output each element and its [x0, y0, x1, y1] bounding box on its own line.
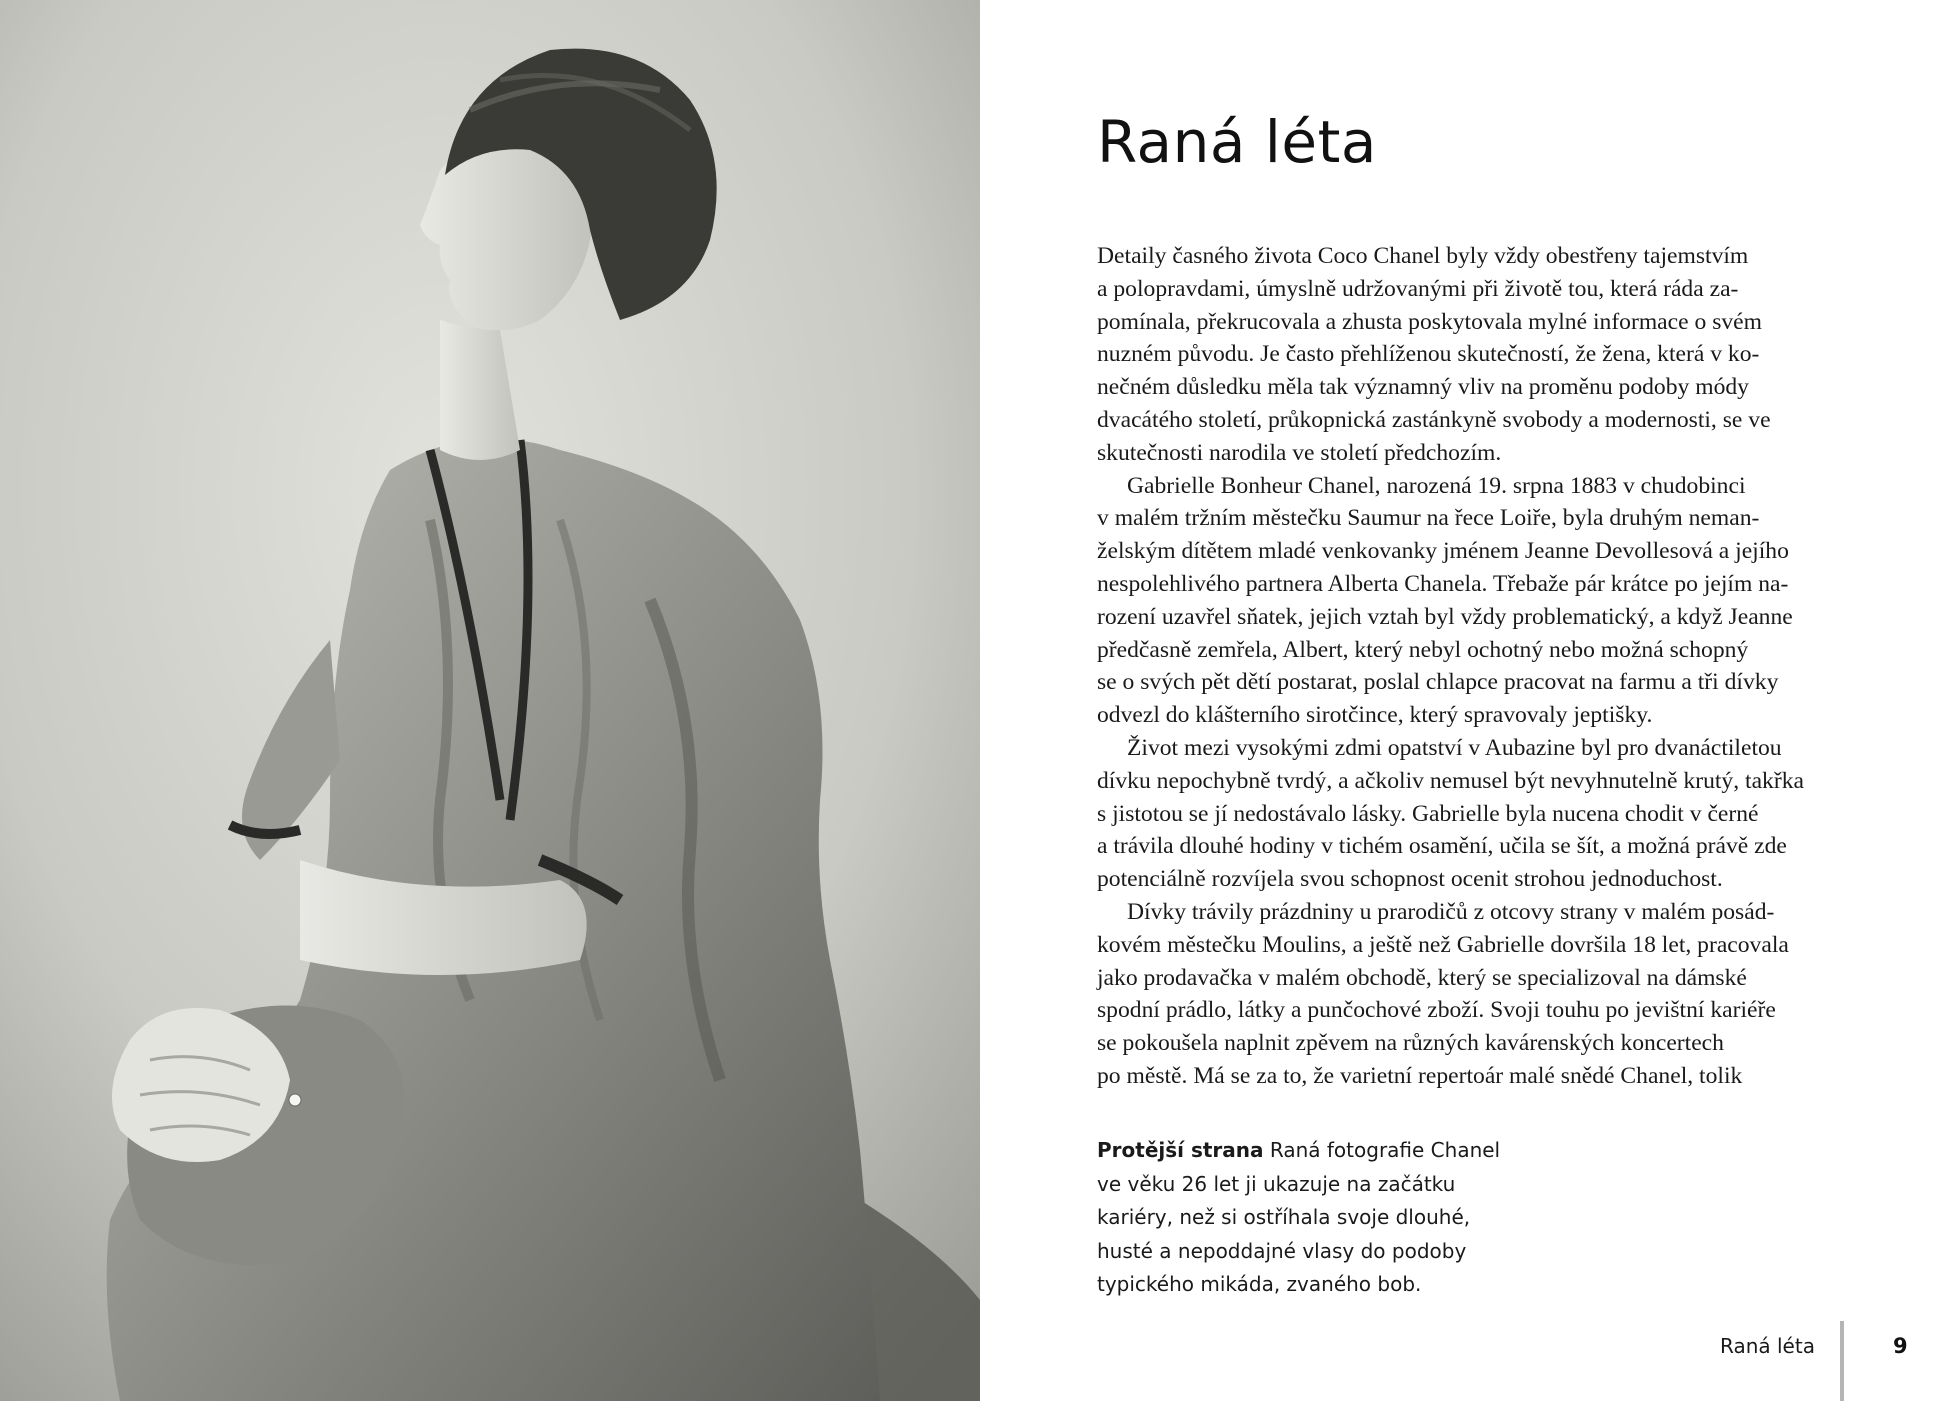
body-text-line: dvacátého století, průkopnická zastánkyně svobody a modernosti, se ve [1097, 406, 1771, 433]
caption-line: typického mikáda, zvaného bob. [1097, 1272, 1422, 1296]
body-text-line: s jistotou se jí nedostávalo lásky. Gabrielle byla nucena chodit v černé [1097, 800, 1759, 827]
chapter-title: Raná léta [1097, 108, 1377, 176]
body-text [1097, 240, 1857, 1093]
body-text-line: a polopravdami, úmyslně udržovanými při životě tou, která ráda za- [1097, 275, 1739, 302]
caption-line-text: Raná fotografie Chanel [1263, 1138, 1501, 1162]
body-text-line: předčasně zemřela, Albert, který nebyl ochotný nebo možná schopný [1097, 636, 1749, 663]
body-text-line: v malém tržním městečku Saumur na řece Loiře, byla druhým neman- [1097, 505, 1760, 532]
body-text-line: a trávila dlouhé hodiny v tichém osamění, učila se šít, a možná právě zde [1097, 833, 1787, 860]
body-text-line: skutečnosti narodila ve století předchozím. [1097, 439, 1502, 466]
body-text-line: spodní prádlo, látky a punčochové zboží. Svoji touhu po jevištní kariéře [1097, 997, 1776, 1024]
body-text-line: Život mezi vysokými zdmi opatství v Aubazine byl pro dvanáctiletou [1127, 734, 1782, 761]
body-text-line: želským dítětem mladé venkovanky jménem Jeanne Devollesová a jejího [1097, 538, 1789, 565]
page-number: 9 [1893, 1334, 1908, 1358]
body-text-line: Gabrielle Bonheur Chanel, narozená 19. srpna 1883 v chudobinci [1127, 472, 1746, 499]
text-page [980, 0, 1946, 1401]
body-text-line: po městě. Má se za to, že varietní repertoár malé snědé Chanel, tolik [1097, 1062, 1743, 1089]
body-text-line: Detaily časného života Coco Chanel byly vždy obestřeny tajemstvím [1097, 243, 1749, 269]
body-text-line: nečném důsledku měla tak významný vliv na proměnu podoby módy [1097, 374, 1749, 401]
body-text-line: nespolehlivého partnera Alberta Chanela. Třebaže pár krátce po jejím na- [1097, 570, 1789, 597]
caption-line: husté a nepoddajné vlasy do podoby [1097, 1238, 1467, 1263]
body-text-line: dívku nepochybně tvrdý, a ačkoliv nemusel být nevyhnutelně krutý, takřka [1097, 767, 1804, 794]
running-footer-title: Raná léta [1720, 1334, 1815, 1358]
body-text-line: jako prodavačka v malém obchodě, který se specializoval na dámské [1097, 964, 1747, 991]
caption-line [1097, 1134, 1517, 1168]
body-text-line: pomínala, překrucovala a zhusta poskytovala mylné informace o svém [1097, 308, 1762, 335]
body-text-line: nuzném původu. Je často přehlíženou skutečností, že žena, která v ko- [1097, 341, 1760, 368]
body-text-line: potenciálně rozvíjela svou schopnost ocenit strohou jednoduchost. [1097, 866, 1723, 893]
caption-lead: Protější strana [1097, 1138, 1264, 1162]
photo-caption [1097, 1134, 1517, 1302]
body-text-line: se o svých pět dětí postarat, poslal chlapce pracovat na farmu a tři dívky [1097, 669, 1779, 696]
caption-line: ve věku 26 let ji ukazuje na začátku [1097, 1171, 1456, 1196]
body-text-line: kovém městečku Moulins, a ještě než Gabrielle dovršila 18 let, pracovala [1097, 931, 1789, 958]
body-text-line: odvezl do klášterního sirotčince, který spravovaly jeptišky. [1097, 702, 1653, 729]
body-text-line: Dívky trávily prázdniny u prarodičů z otcovy strany v malém posád- [1127, 898, 1775, 925]
caption-line: kariéry, než si ostříhala svoje dlouhé, [1097, 1205, 1471, 1229]
body-text-line: se pokoušela naplnit zpěvem na různých kavárenských koncertech [1097, 1030, 1724, 1057]
footer-divider [1840, 1321, 1844, 1401]
body-text-line: rození uzavřel sňatek, jejich vztah byl vždy problematický, a když Jeanne [1097, 603, 1793, 630]
